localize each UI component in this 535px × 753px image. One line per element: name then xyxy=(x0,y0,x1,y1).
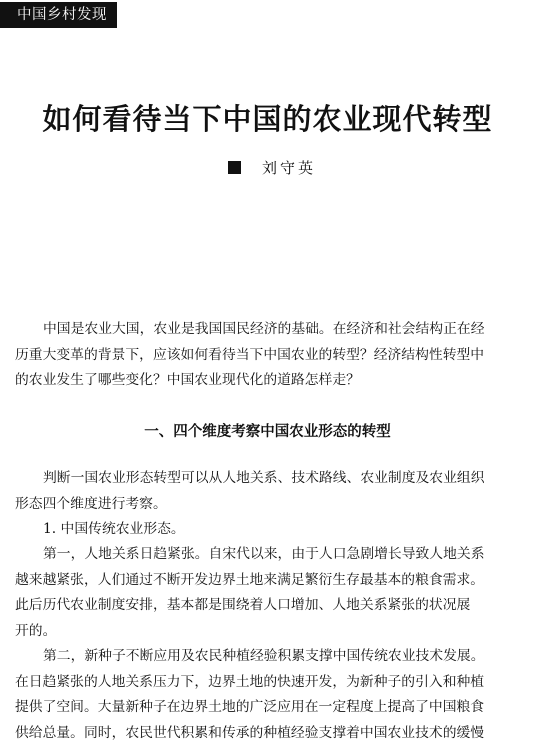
text-line: 历重大变革的背景下，应该如何看待当下中国农业的转型？经济结构性转型中 xyxy=(15,346,485,363)
article-title: 如何看待当下中国的农业现代转型 xyxy=(42,102,493,136)
section-heading: 一、四个维度考察中国农业形态的转型 xyxy=(144,424,391,440)
text-line: 的农业发生了哪些变化？中国农业现代化的道路怎样走？ xyxy=(15,372,360,388)
intro-paragraph xyxy=(15,317,520,394)
text-line: 供给总量。同时，农民世代积累和传承的种植经验支撑着中国农业技术的缓慢 xyxy=(15,724,485,741)
square-bullet-icon xyxy=(228,161,241,174)
text-line: 提供了空间。大量新种子在边界土地的广泛应用在一定程度上提高了中国粮食 xyxy=(15,699,485,715)
text-line: 此后历代农业制度安排，基本都是围绕着人口增加、人地关系紧张的状况展 xyxy=(15,597,471,613)
column-tag: 中国乡村发现 xyxy=(0,2,117,28)
paragraph-dimensions xyxy=(15,466,520,543)
text-line: 判断一国农业形态转型可以从人地关系、技术路线、农业制度及农业组织 xyxy=(43,470,485,486)
text-line: 第一，人地关系日趋紧张。自宋代以来，由于人口急剧增长导致人地关系 xyxy=(43,546,485,562)
list-item-heading: 1. 中国传统农业形态。 xyxy=(43,521,185,537)
text-line: 在日趋紧张的人地关系压力下，边界土地的快速开发，为新种子的引入和种植 xyxy=(15,673,485,690)
paragraph-first xyxy=(15,542,520,644)
text-line: 形态四个维度进行考察。 xyxy=(15,495,167,512)
author-name: 刘守英 xyxy=(262,159,317,177)
byline xyxy=(228,157,316,179)
text-line: 开的。 xyxy=(15,622,57,639)
text-line: 中国是农业大国，农业是我国国民经济的基础。在经济和社会结构正在经 xyxy=(43,321,485,337)
text-line: 第二，新种子不断应用及农民种植经验积累支撑中国传统农业技术发展。 xyxy=(43,648,485,664)
paragraph-second xyxy=(15,644,520,746)
text-line: 越来越紧张，人们通过不断开发边界土地来满足繁衍生存最基本的粮食需求。 xyxy=(15,571,485,588)
